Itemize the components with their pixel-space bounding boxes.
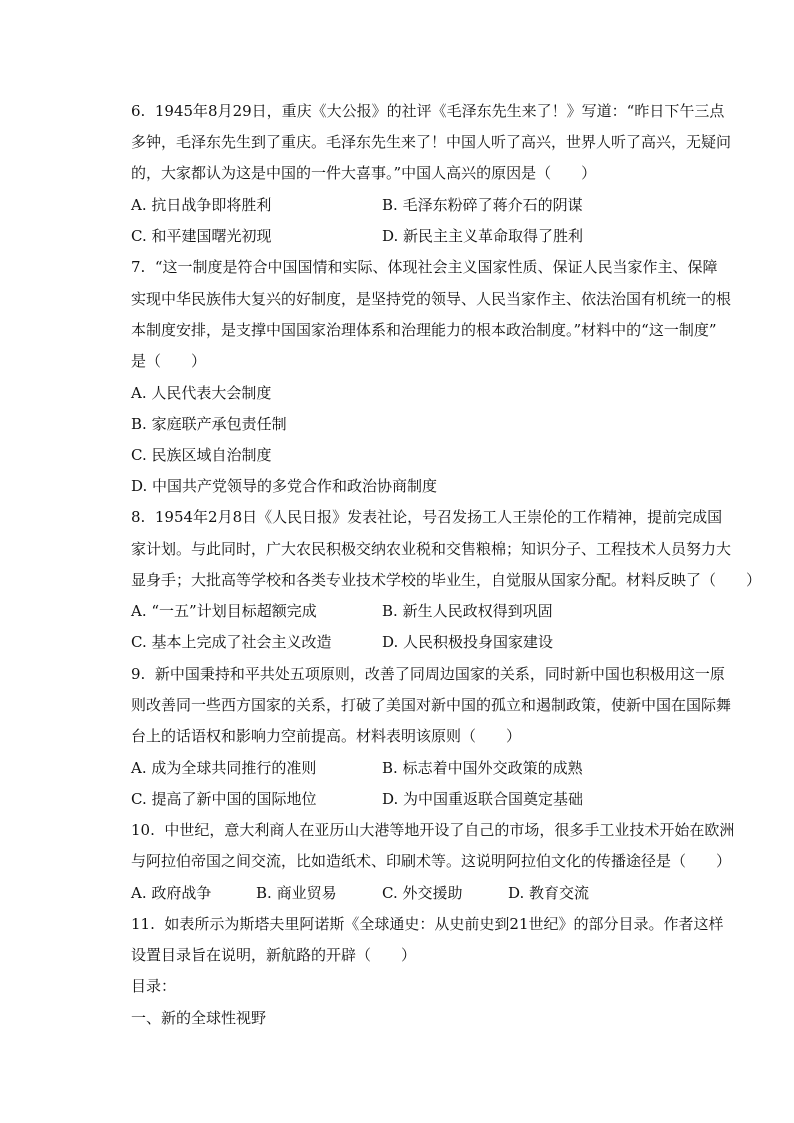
question-text: “这一制度是符合中国国情和实际、体现社会主义国家性质、保证人民当家作主、保障 [154,258,718,276]
option-d[interactable]: D. 人民积极投身国家建设 [382,633,554,651]
option-a[interactable]: A. 抗日战争即将胜利 [131,196,272,214]
question-6-line-1 [131,101,725,121]
option-c[interactable]: C. 民族区域自治制度 [131,446,272,464]
question-text: 1945年8月29日，重庆《大公报》的社评《毛泽东先生来了！》写道：“昨日下午三点 [154,102,725,120]
option-d[interactable]: D. 为中国重返联合国奠定基础 [382,790,584,808]
option-c[interactable]: C. 和平建国曙光初现 [131,227,272,245]
question-number: 10. [131,821,155,839]
question-6-line-2: 多钟，毛泽东先生到了重庆。毛泽东先生来了！中国人听了高兴，世界人听了高兴，无疑问 [131,133,732,151]
question-11-line-1 [131,914,724,934]
question-10-line-2: 与阿拉伯帝国之间交流，比如造纸术、印刷术等。这说明阿拉伯文化的传播途径是（ ） [131,852,732,870]
option-c[interactable]: C. 提高了新中国的国际地位 [131,790,317,808]
question-9-line-1 [131,664,725,684]
question-7-line-4: 是（ ） [131,352,207,370]
option-c[interactable]: C. 外交援助 [382,884,463,902]
question-8-line-1 [131,507,723,527]
question-7-line-2: 实现中华民族伟大复兴的好制度，是坚持党的领导、人民当家作主、依法治国有机统一的根 [131,290,732,308]
question-9-line-3: 台上的话语权和影响力空前提高。材料表明该原则（ ） [131,727,522,745]
question-8-line-3: 显身手；大批高等学校和各类专业技术学校的毕业生，自觉服从国家分配。材料反映了（ ） [131,571,762,589]
option-c[interactable]: C. 基本上完成了社会主义改造 [131,633,332,651]
question-text: 如表所示为斯塔夫里阿诺斯《全球通史：从史前史到21世纪》的部分目录。作者这样 [164,915,724,933]
option-d[interactable]: D. 教育交流 [508,884,590,902]
question-7-line-1 [131,257,718,277]
option-b[interactable]: B. 新生人民政权得到巩固 [382,602,553,620]
question-9-line-2: 则改善同一些西方国家的关系，打破了美国对新中国的孤立和遏制政策，使新中国在国际舞 [131,696,732,714]
question-text: 中世纪，意大利商人在亚历山大港等地开设了自己的市场，很多手工业技术开始在欧洲 [164,821,735,839]
question-7-line-3: 本制度安排，是支撑中国国家治理体系和治理能力的根本政治制度。”材料中的“这一制度” [131,321,717,339]
question-11-line-2: 设置目录旨在说明，新航路的开辟（ ） [131,946,417,964]
option-b[interactable]: B. 毛泽东粉碎了蒋介石的阴谋 [382,196,583,214]
question-number: 11. [131,915,155,933]
question-6-line-3: 的，大家都认为这是中国的一件大喜事。”中国人高兴的原因是（ ） [131,164,597,182]
question-text: 新中国秉持和平共处五项原则，改善了同周边国家的关系，同时新中国也积极用这一原 [154,665,725,683]
toc-label: 目录： [131,977,177,995]
option-b[interactable]: B. 商业贸易 [256,884,337,902]
option-a[interactable]: A. 政府战争 [131,884,212,902]
question-number: 7. [131,258,146,276]
option-b[interactable]: B. 家庭联产承包责任制 [131,415,287,433]
option-a[interactable]: A. 人民代表大会制度 [131,384,272,402]
option-b[interactable]: B. 标志着中国外交政策的成熟 [382,759,583,777]
question-10-line-1 [131,820,735,840]
option-d[interactable]: D. 新民主主义革命取得了胜利 [382,227,584,245]
question-number: 8. [131,508,146,526]
option-a[interactable]: A. 成为全球共同推行的准则 [131,759,317,777]
question-text: 1954年2月8日《人民日报》发表社论，号召发扬工人王崇伦的工作精神，提前完成国 [154,508,723,526]
question-number: 9. [131,665,146,683]
toc-item: 一、新的全球性视野 [131,1009,267,1027]
question-number: 6. [131,102,146,120]
option-a[interactable]: A. “一五”计划目标超额完成 [131,602,317,620]
option-d[interactable]: D. 中国共产党领导的多党合作和政治协商制度 [131,477,438,495]
question-8-line-2: 家计划。与此同时，广大农民积极交纳农业税和交售粮棉；知识分子、工程技术人员努力大 [131,540,732,558]
